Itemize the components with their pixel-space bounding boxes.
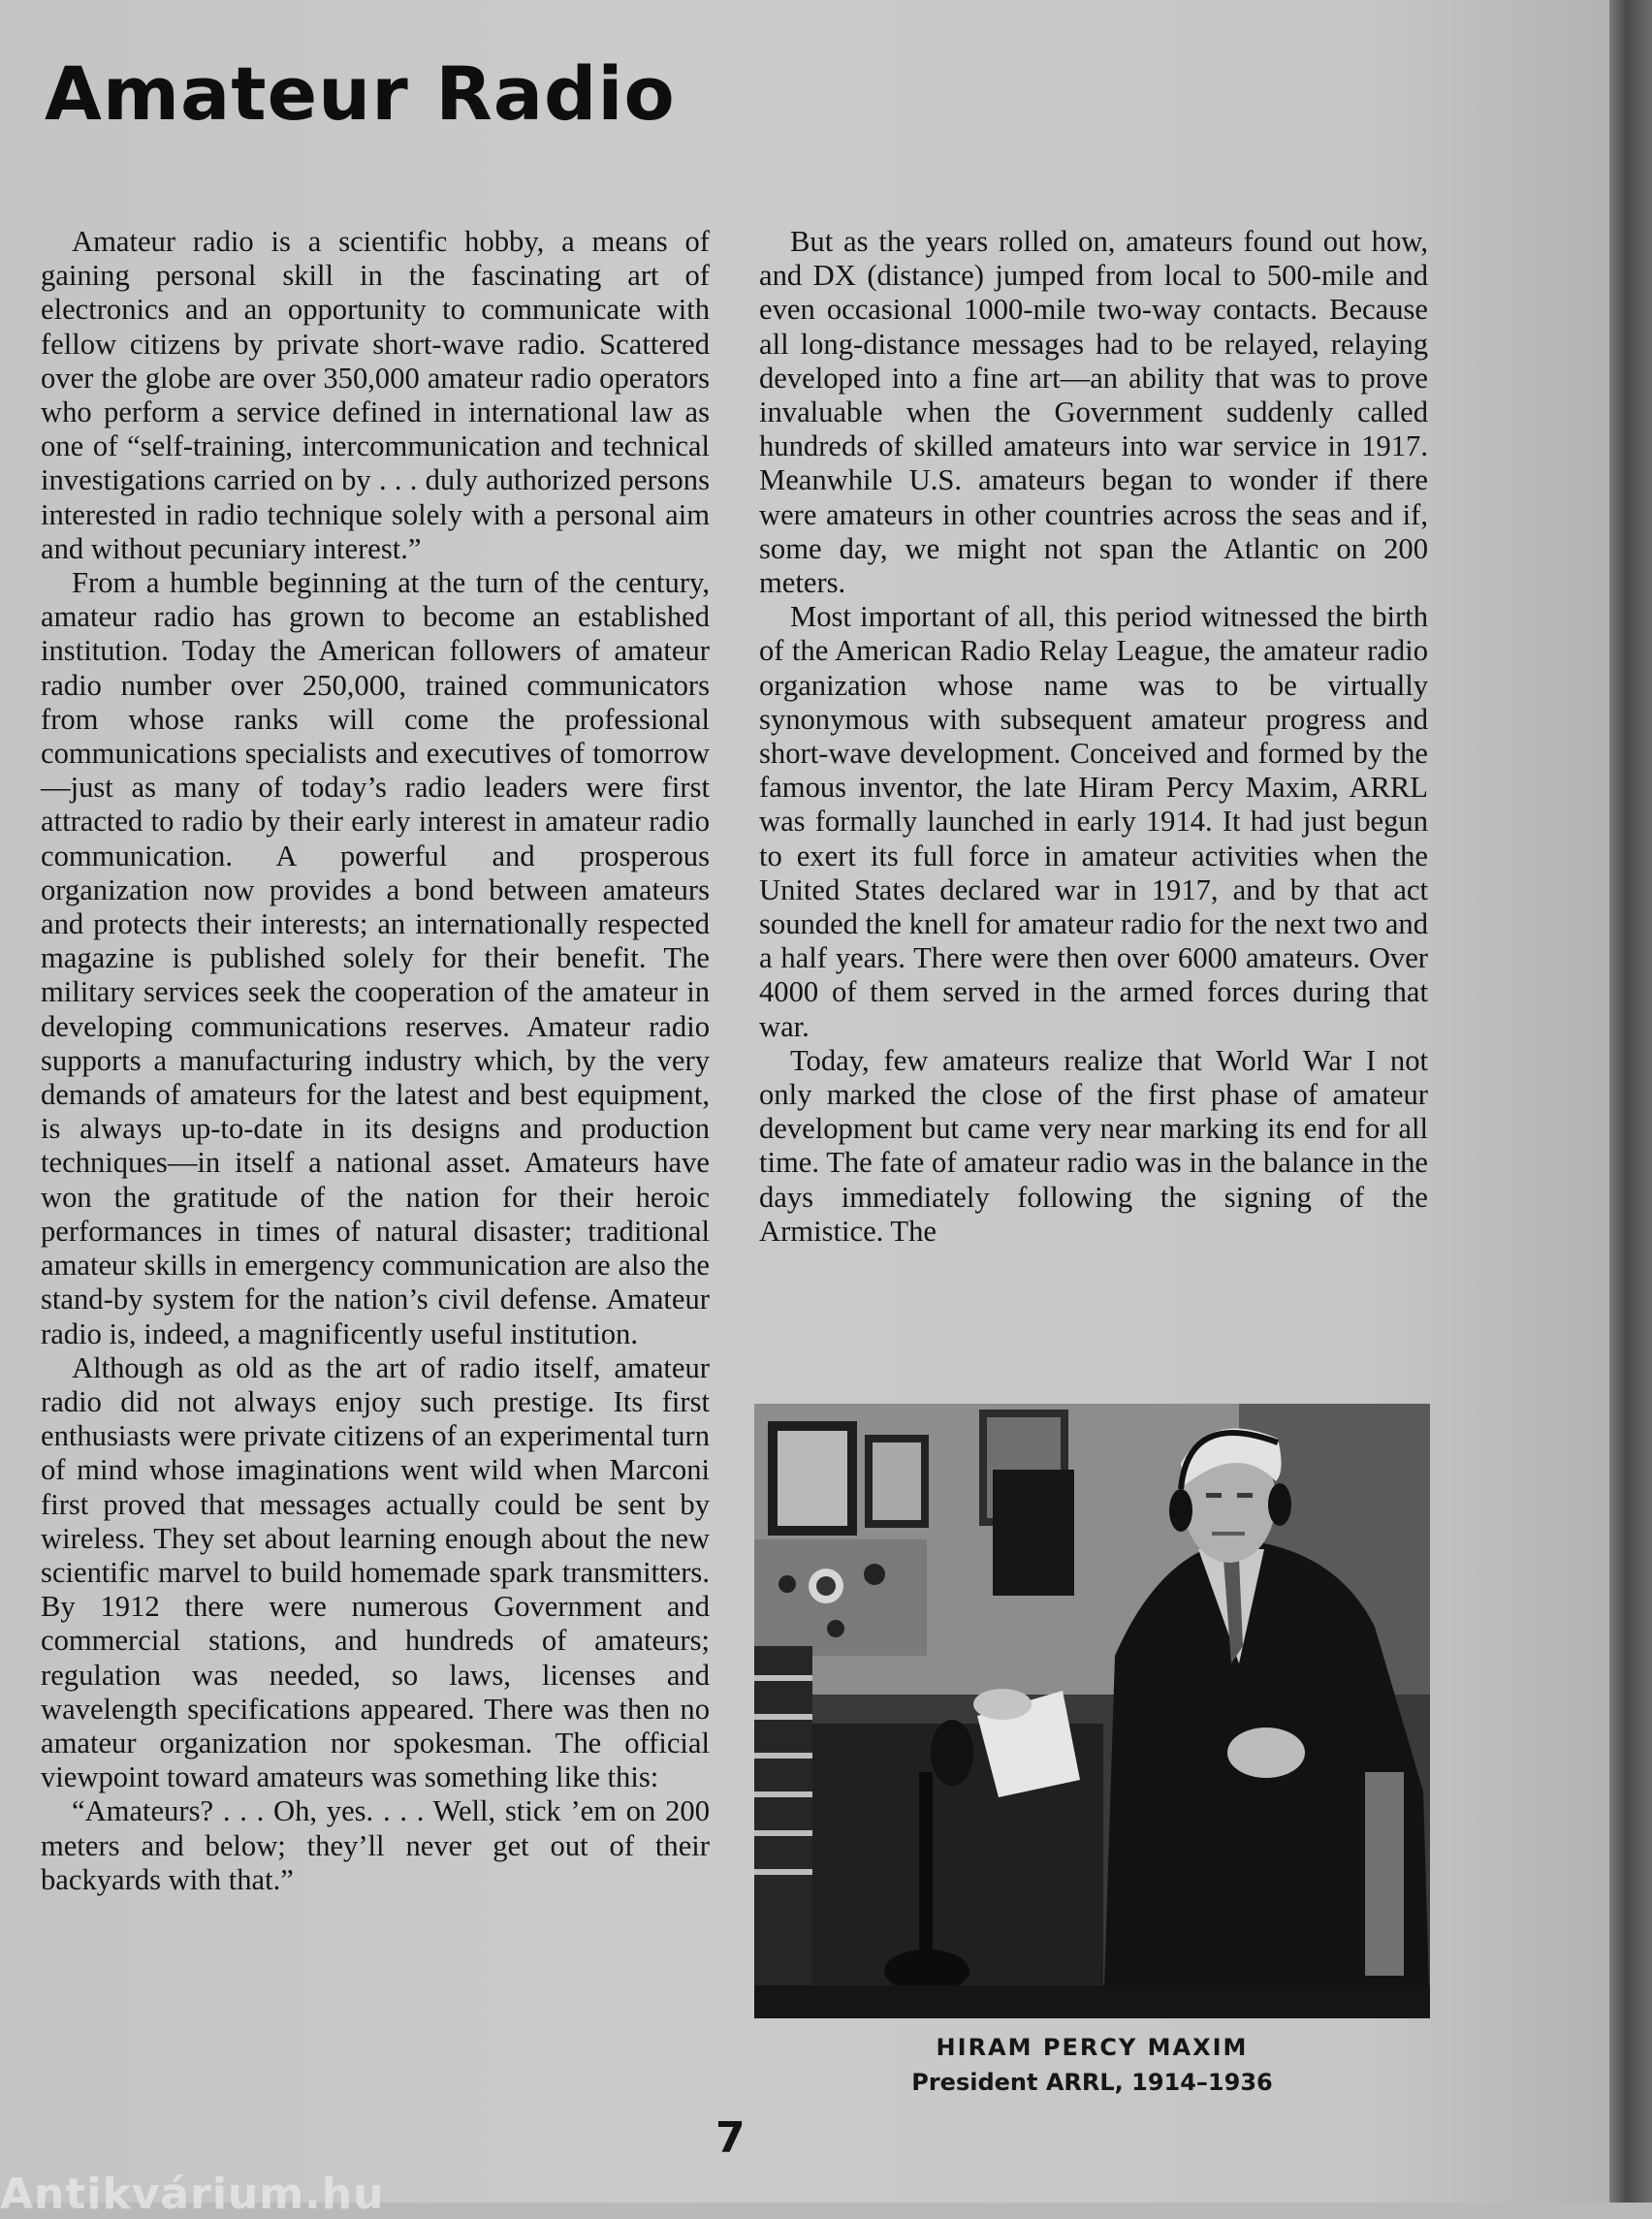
portrait-photo xyxy=(754,1404,1430,2018)
paragraph: “Amateurs? . . . Oh, yes. . . . Well, stick ’em on 200 meters and below; they’ll never get out of their backyards with that.” xyxy=(41,1794,710,1896)
paragraph: Most important of all, this period witnessed the birth of the American Radio Relay League, the amateur radio organization whose name was to be virtually synonymous with subsequent amateur progress and short-wave development. Conceived and formed by the famous inventor, the late Hiram Percy Maxim, ARRL was formally launched in early 1914. It had just begun to exert its full force in amateur activities when the United States declared war in 1917, and by that act sounded the knell for amateur radio for the next two and a half years. There were then over 6000 amateurs. Over 4000 of them served in the armed forces during that war. xyxy=(759,600,1428,1043)
book-binding xyxy=(1609,0,1652,2203)
paragraph: But as the years rolled on, amateurs found out how, and DX (distance) jumped from local to 500-mile and even occasional 1000-mile two-way contacts. Because all long-distance messages had to be relayed, relaying developed into a fine art—an ability that was to prove invaluable when the Government suddenly called hundreds of skilled amateurs into war service in 1917. Meanwhile U.S. amateurs began to wonder if there were amateurs in other countries across the seas and if, some day, we might not span the Atlantic on 200 meters. xyxy=(759,225,1428,600)
right-column xyxy=(759,225,1428,1249)
caption-name: HIRAM PERCY MAXIM xyxy=(936,2034,1249,2061)
paragraph: Although as old as the art of radio itself, amateur radio did not always enjoy such prestige. Its first enthusiasts were private citizens of an experimental turn of mind whose imaginations went wild when Marconi first proved that messages actually could be sent by wireless. They set about learning enough about the new scientific marvel to build homemade spark transmitters. By 1912 there were numerous Government and commercial stations, and hundreds of amateurs; regulation was needed, so laws, licenses and wavelength specifications appeared. There was then no amateur organization nor spokesman. The official viewpoint toward amateurs was something like this: xyxy=(41,1350,710,1794)
left-column xyxy=(41,225,710,1897)
paragraph: Amateur radio is a scientific hobby, a means of gaining personal skill in the fascinating art of electronics and an opportunity to communicate with fellow citizens by private short-wave radio. Scattered over the globe are over 350,000 amateur radio operators who perform a service defined in international law as one of “self-training, intercommunication and technical investigations carried on by . . . duly authorized persons interested in radio technique solely with a personal aim and without pecuniary interest.” xyxy=(41,225,710,565)
paragraph: From a humble beginning at the turn of the century, amateur radio has grown to become an established institution. Today the American followers of amateur radio number over 250,000, trained communicators from whose ranks will come the professional communications specialists and executives of tomorrow—just as many of today’s radio leaders were first attracted to radio by their early interest in amateur radio communication. A powerful and prosperous organization now provides a bond between amateurs and protects their interests; an internationally respected magazine is published solely for their benefit. The military services seek the cooperation of the amateur in developing communications reserves. Amateur radio supports a manufacturing industry which, by the very demands of amateurs for the latest and best equipment, is always up-to-date in its designs and production techniques—in itself a national asset. Amateurs have won the gratitude of the nation for their heroic performances in times of natural disaster; traditional amateur skills in emergency communication are also the stand-by system for the nation’s civil defense. Amateur radio is, indeed, a magnificently useful institution. xyxy=(41,566,710,1350)
paragraph: Today, few amateurs realize that World War I not only marked the close of the first phase of amateur development but came very near marking its end for all time. The fate of amateur radio was in the balance in the days immediately following the signing of the Armistice. The xyxy=(759,1043,1428,1248)
portrait-illustration xyxy=(754,1404,1430,2018)
page-number: 7 xyxy=(715,2113,746,2163)
watermark: Antikvárium.hu xyxy=(0,2170,385,2219)
article-title: Amateur Radio xyxy=(45,50,676,137)
photo-caption xyxy=(754,2030,1430,2100)
caption-role: President ARRL, 1914–1936 xyxy=(911,2069,1273,2096)
